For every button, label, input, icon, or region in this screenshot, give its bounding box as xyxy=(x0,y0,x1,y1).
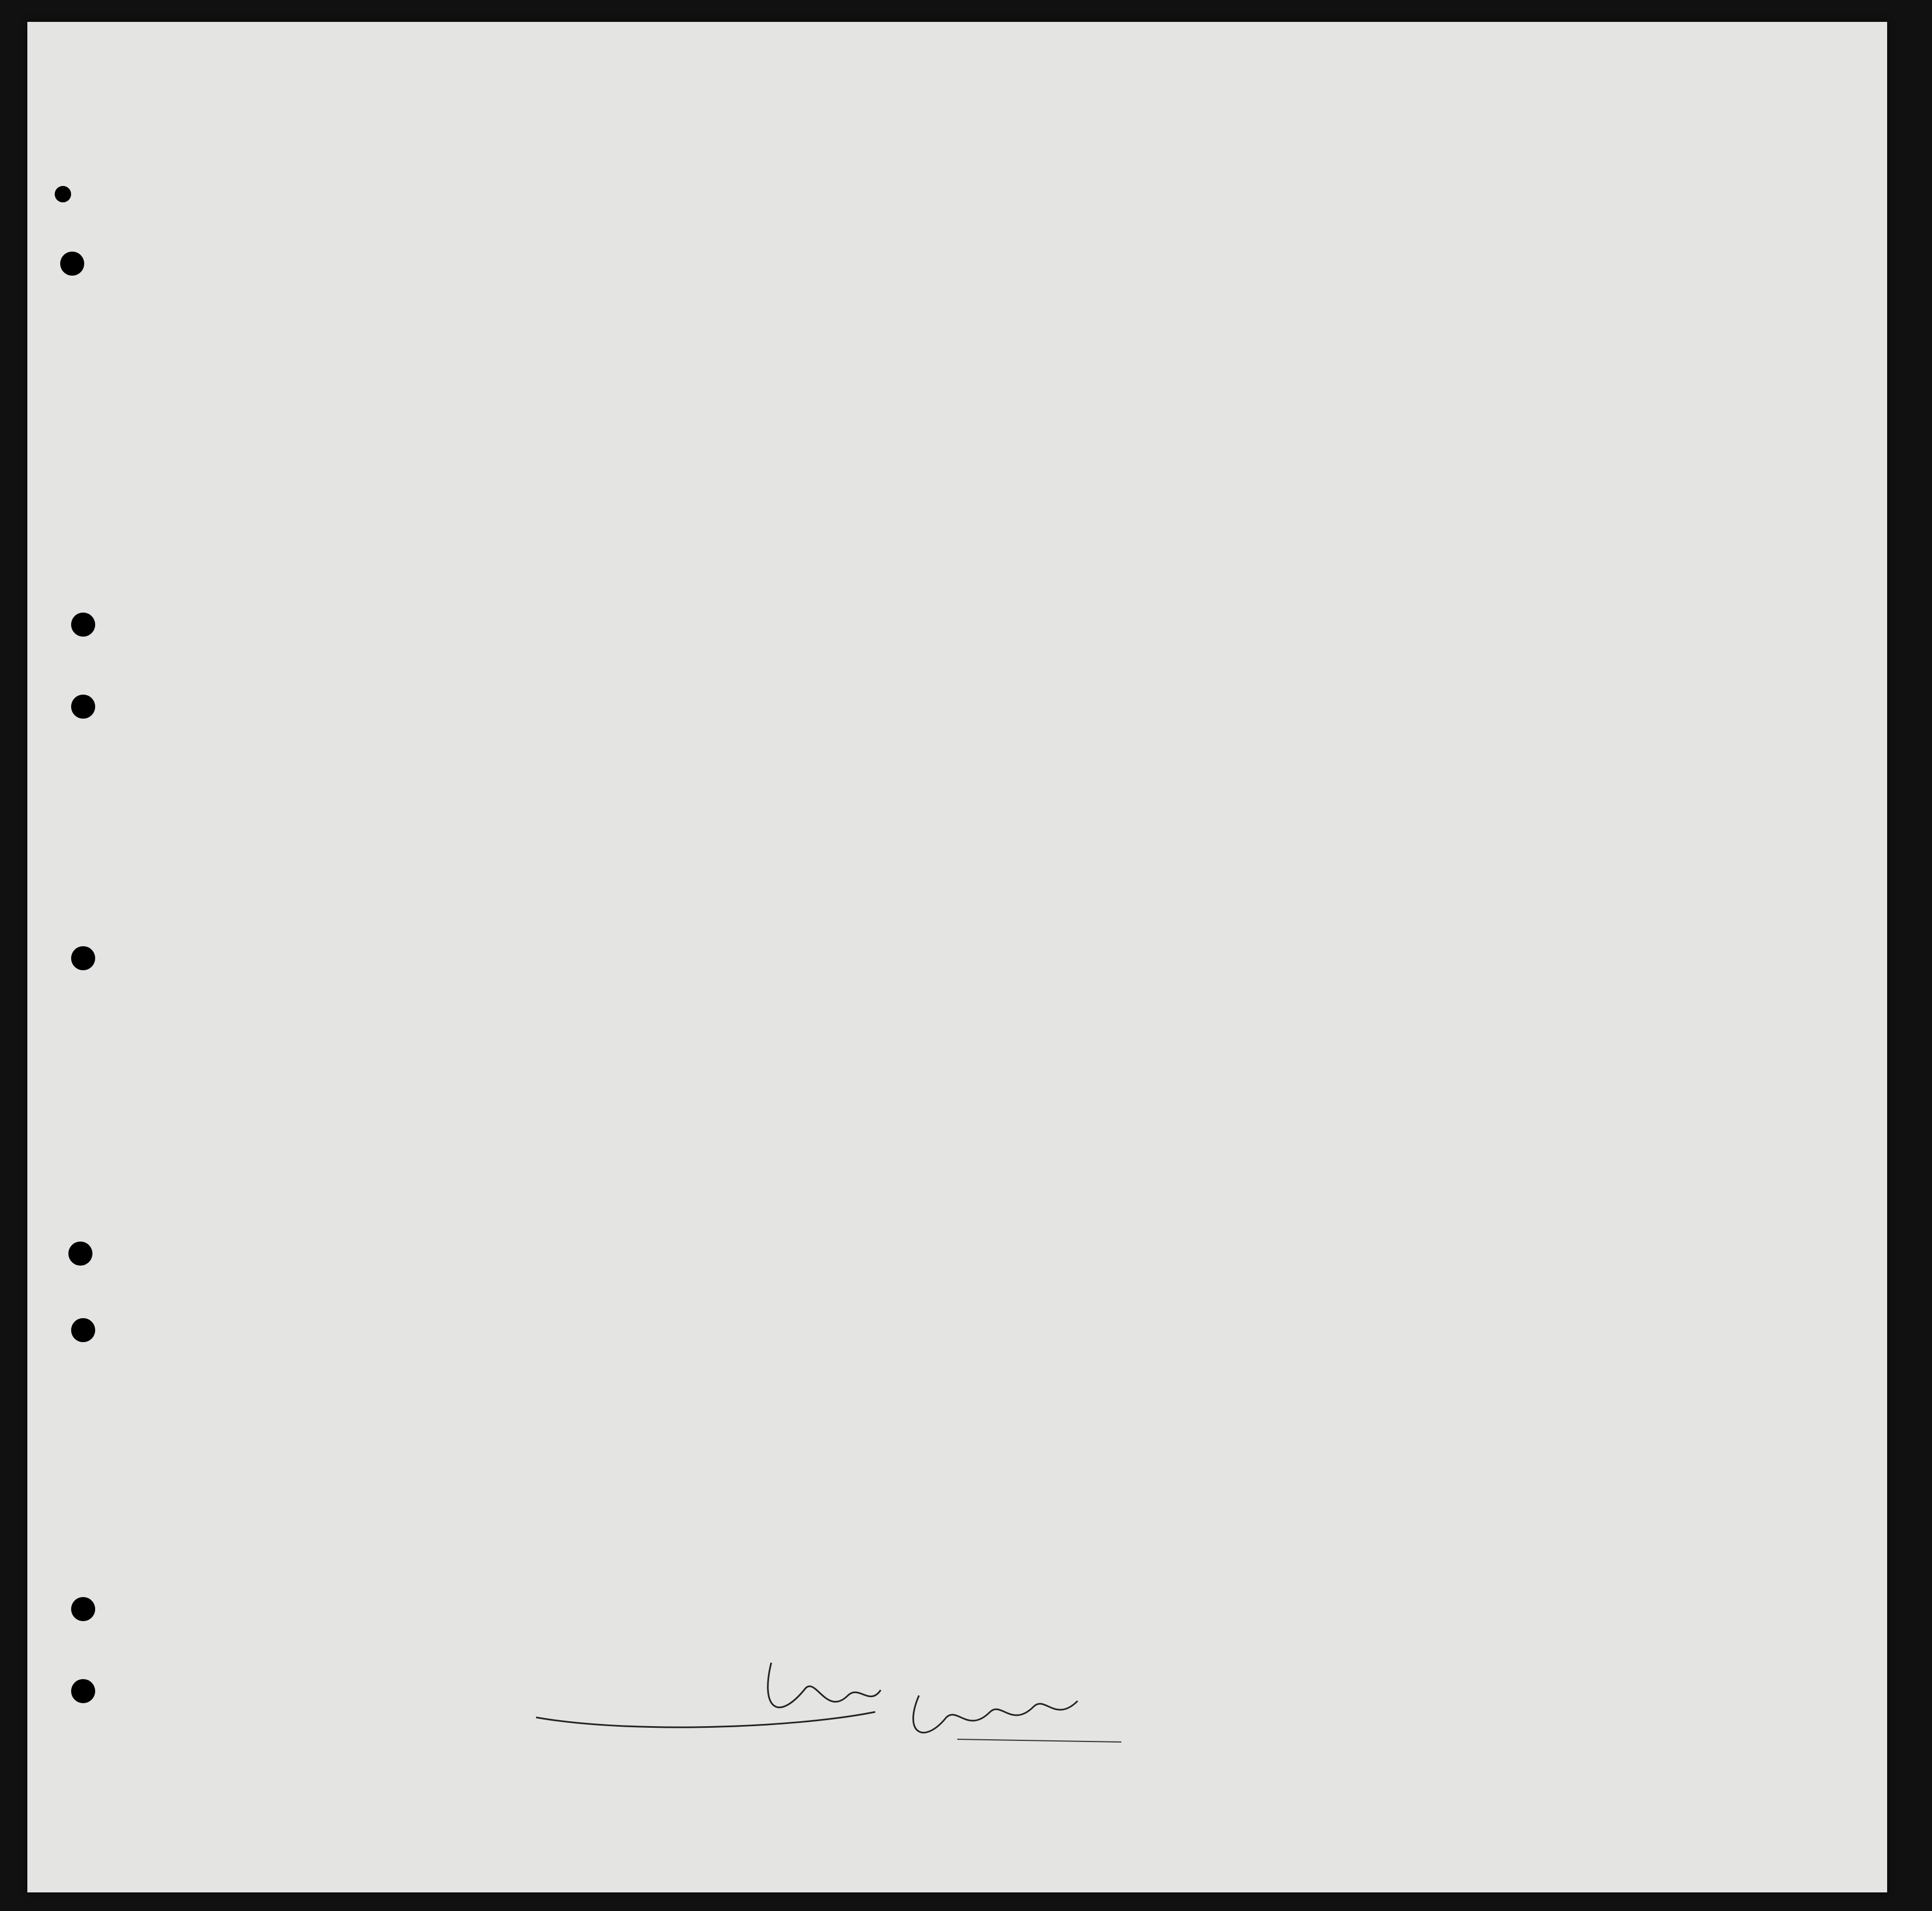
punch-hole xyxy=(71,695,95,719)
punch-hole xyxy=(55,186,71,202)
punch-hole xyxy=(71,1597,95,1621)
handwritten-signature xyxy=(520,1641,1176,1756)
vessel-line xyxy=(27,238,1887,265)
punch-hole xyxy=(71,946,95,970)
punch-hole xyxy=(71,1318,95,1342)
punch-hole xyxy=(68,1242,92,1266)
manifest-sheet xyxy=(27,22,1887,1892)
punch-hole xyxy=(71,613,95,637)
punch-hole xyxy=(71,1679,95,1703)
